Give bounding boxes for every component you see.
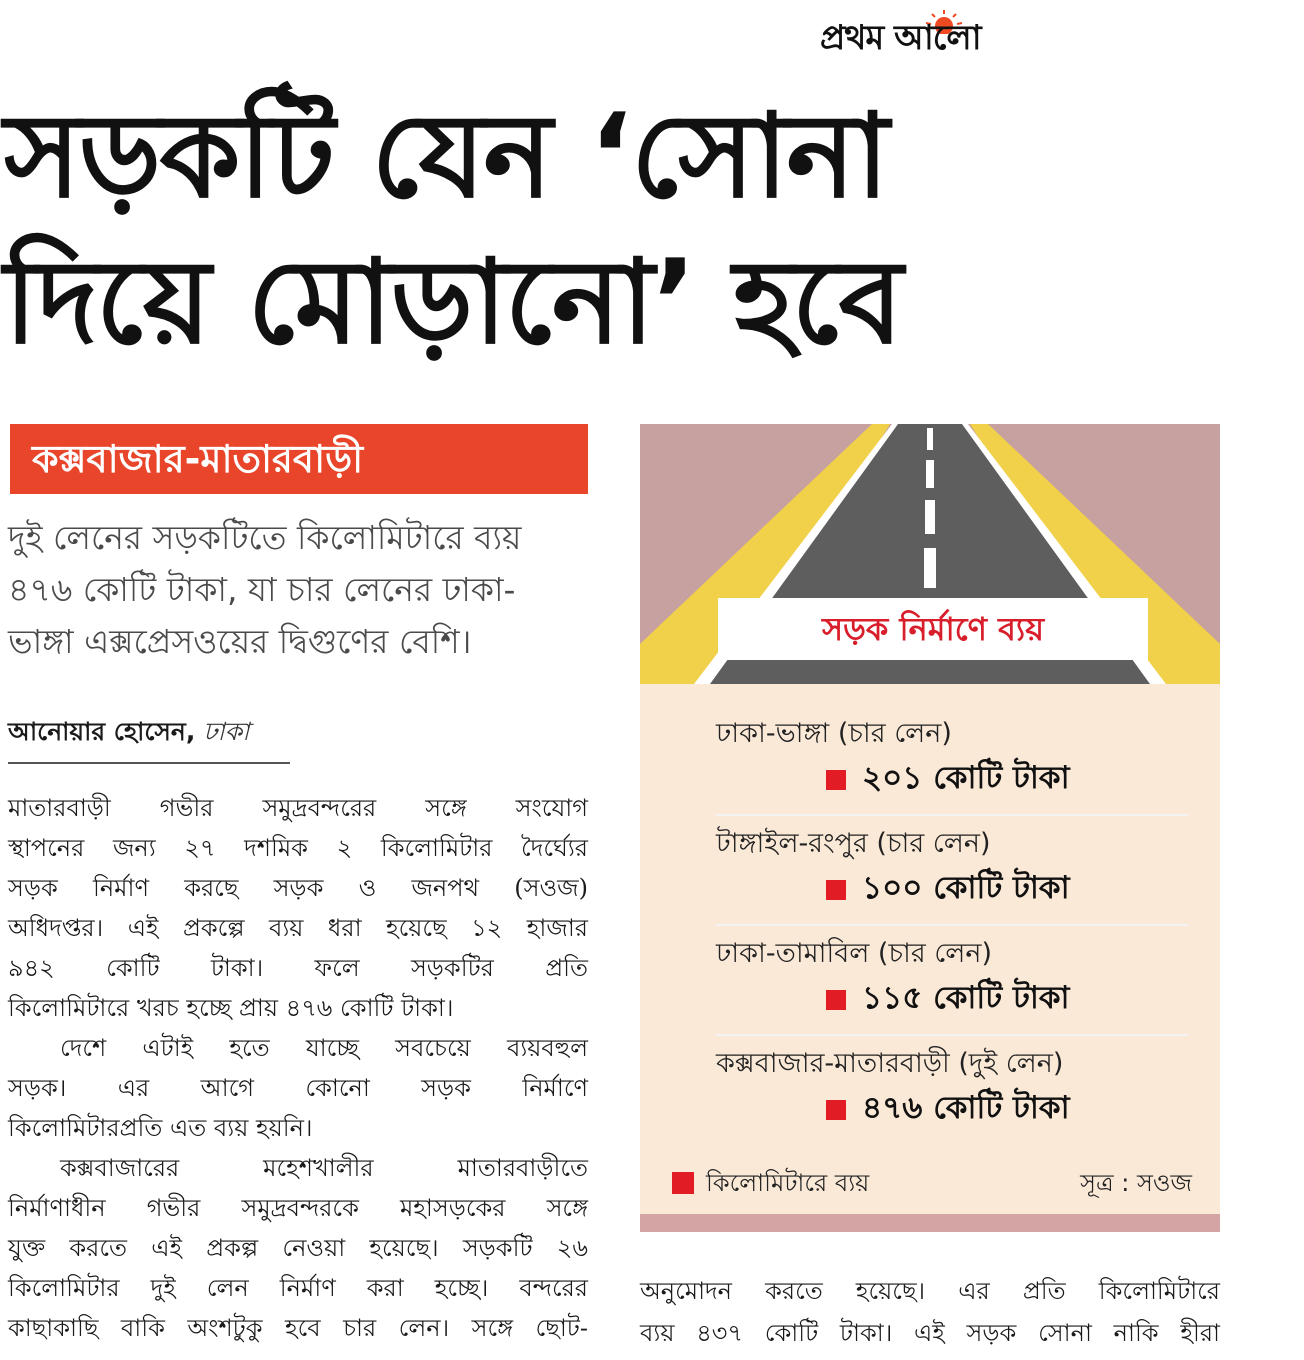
legend-label: কিলোমিটারে ব্যয় bbox=[706, 1169, 870, 1197]
kicker-banner: কক্সবাজার-মাতারবাড়ী bbox=[10, 424, 588, 494]
bullet-square-icon bbox=[826, 1100, 846, 1120]
article-line: অধিদপ্তর। এই প্রকল্পে ব্যয় ধরা হয়েছে ১২ হাজার bbox=[8, 914, 588, 942]
headline-line-1: সড়কটি যেন ‘সোনা bbox=[4, 89, 888, 224]
article-line: নির্মাণাধীন গভীর সমুদ্রবন্দরকে মহাসড়কের সঙ্গে bbox=[8, 1194, 588, 1222]
cost-infographic bbox=[640, 424, 1220, 1232]
article-line: মাতারবাড়ী গভীর সমুদ্রবন্দরের সঙ্গে সংযোগ bbox=[8, 794, 588, 822]
article-body-left bbox=[8, 788, 588, 1348]
cost-entry bbox=[716, 1040, 1196, 1150]
deck bbox=[8, 512, 598, 668]
byline-place: ঢাকা bbox=[203, 717, 250, 746]
article-line: কিলোমিটারপ্রতি এত ব্যয় হয়নি। bbox=[8, 1114, 313, 1142]
article-line: ব্যয় ৪৩৭ কোটি টাকা। এই সড়ক সোনা নাকি হীরা bbox=[640, 1319, 1220, 1347]
article-line: অনুমোদন করতে হয়েছে। এর প্রতি কিলোমিটারে bbox=[640, 1277, 1220, 1305]
article-line: সড়ক নির্মাণ করছে সড়ক ও জনপথ (সওজ) bbox=[8, 874, 588, 902]
legend bbox=[672, 1166, 869, 1200]
infographic-title: সড়ক নির্মাণে ব্যয় bbox=[718, 598, 1148, 660]
route-name: কক্সবাজার-মাতারবাড়ী (দুই লেন) bbox=[716, 1048, 1064, 1079]
article-line: স্থাপনের জন্য ২৭ দশমিক ২ কিলোমিটার দৈর্ঘ্যের bbox=[8, 834, 588, 862]
article-line: কক্সবাজারের মহেশখালীর মাতারবাড়ীতে bbox=[60, 1154, 588, 1182]
cost-entry bbox=[716, 820, 1196, 930]
cost-value: ১০০ কোটি টাকা bbox=[862, 870, 1070, 906]
infographic-bottom-strip bbox=[640, 1214, 1220, 1232]
legend-square-icon bbox=[672, 1172, 694, 1194]
entry-divider bbox=[716, 924, 1188, 926]
cost-value: ১১৫ কোটি টাকা bbox=[862, 980, 1070, 1016]
cost-value: ৪৭৬ কোটি টাকা bbox=[862, 1090, 1070, 1126]
byline-author: আনোয়ার হোসেন, bbox=[8, 717, 196, 746]
deck-line: ৪৭৬ কোটি টাকা, যা চার লেনের ঢাকা- bbox=[8, 570, 516, 609]
article-line: দেশে এটাই হতে যাচ্ছে সবচেয়ে ব্যয়বহুল bbox=[60, 1034, 588, 1062]
entry-divider bbox=[716, 814, 1188, 816]
cost-list bbox=[716, 710, 1196, 1150]
route-name: টাঙ্গাইল-রংপুর (চার লেন) bbox=[716, 828, 991, 859]
headline-line-2: দিয়ে মোড়ানো’ হবে bbox=[4, 235, 902, 370]
article-line: ৯৪২ কোটি টাকা। ফলে সড়কটির প্রতি bbox=[8, 954, 588, 982]
newspaper-logo: প্রথম আলো bbox=[820, 18, 981, 58]
deck-line: দুই লেনের সড়কটিতে কিলোমিটারে ব্যয় bbox=[8, 518, 522, 557]
cost-entry bbox=[716, 710, 1196, 820]
article-line: কিলোমিটারে খরচ হচ্ছে প্রায় ৪৭৬ কোটি টাকা। bbox=[8, 994, 454, 1022]
cost-entry bbox=[716, 930, 1196, 1040]
route-name: ঢাকা-ভাঙ্গা (চার লেন) bbox=[716, 718, 952, 749]
route-name: ঢাকা-তামাবিল (চার লেন) bbox=[716, 938, 993, 969]
headline bbox=[4, 84, 1104, 376]
masthead bbox=[820, 8, 1070, 60]
article-line: যুক্ত করতে এই প্রকল্প নেওয়া হয়েছে। সড়কটি ২৬ bbox=[8, 1234, 588, 1262]
article-line: কাছাকাছি বাকি অংশটুকু হবে চার লেন। সঙ্গে ছোট- bbox=[8, 1314, 588, 1342]
bullet-square-icon bbox=[826, 770, 846, 790]
bullet-square-icon bbox=[826, 990, 846, 1010]
cost-value: ২০১ কোটি টাকা bbox=[862, 760, 1070, 796]
byline-divider bbox=[8, 762, 290, 764]
byline bbox=[8, 712, 290, 752]
article-line: কিলোমিটার দুই লেন নির্মাণ করা হচ্ছে। বন্দরের bbox=[8, 1274, 588, 1302]
source-credit: সূত্র : সওজ bbox=[1080, 1169, 1192, 1197]
deck-line: ভাঙ্গা এক্সপ্রেসওয়ের দ্বিগুণের বেশি। bbox=[8, 622, 472, 661]
article-body-right bbox=[640, 1270, 1220, 1354]
article-line: সড়ক। এর আগে কোনো সড়ক নির্মাণে bbox=[8, 1074, 588, 1102]
entry-divider bbox=[716, 1034, 1188, 1036]
bullet-square-icon bbox=[826, 880, 846, 900]
